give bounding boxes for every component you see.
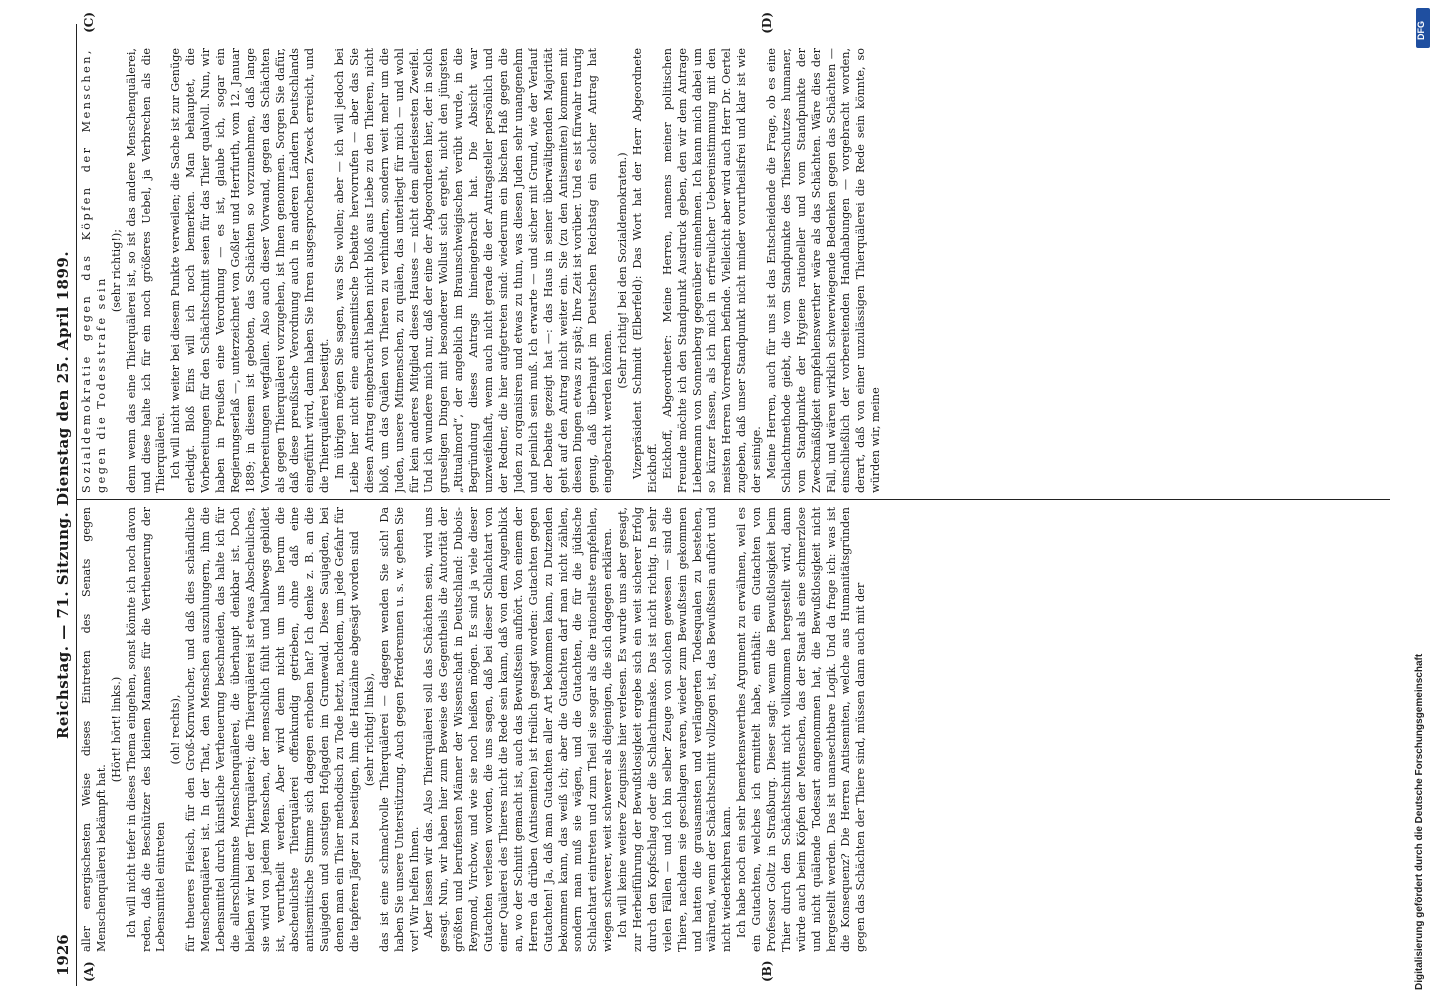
text-columns xyxy=(80,48,1392,952)
paragraph: Aber lassen wir das. Also Thierquälerei soll das Schächten sein, wird uns gesagt. Nun, wir haben hier zum Beweise des Gegentheils die Autorität der größten und berufensten Männer der Wissenschaft in Deutschland: Dubois-Reymond, Virchow, und wie sie noch heißen mögen. Es sind ja viele dieser Gutachten verlesen worden, die uns sagen, daß bei dieser Schlachtart von einer Quälerei des Thieres nicht die Rede sein kann, daß von dem Augenblick an, wo der Schnitt gemacht ist, auch das Bewußtsein aufhört. Von einem der Herren da drüben (Antisemiten) ist freilich gesagt worden: Gutachten gegen Gutachten! Ja, daß man Gutachten aller Art bekommen kann, zu Dutzenden bekommen kann, das weiß ich; aber die Gutachten darf man nicht zählen, sondern man muß sie wägen, und die Gutachten, die für die jüdische Schlachtart eintreten und zum Theil sie sogar als die rationellste empfehlen, wiegen schwerer, weit schwerer als diejenigen, die sich dagegen erklären. xyxy=(422,507,615,952)
interjection: (sehr richtig! links), xyxy=(362,672,376,787)
speaker-line: Vizepräsident Schmidt (Elberfeld): Das Wort hat der Herr Abgeordnete Eickhoff. xyxy=(630,48,659,493)
margin-letter-c: (C) xyxy=(82,12,96,33)
paragraph: Eickhoff, Abgeordneter: Meine Herren, namens meiner politischen Freunde möchte ich den Standpunkt Ausdruck geben, den wir dem Antrage Liebermann von Sonnenberg gegenüber einnehmen. Ich kann mich dabei um so kürzer fassen, als ich mich in erfreulicher Uebereinstimmung mit den meisten Herren Vorrednern befinde. Vielleicht aber wird auch Herr Dr. Oertel zugeben, daß unser Standpunkt nicht minder vorurtheilsfrei und klar ist wie der seinige. xyxy=(660,48,764,493)
paragraph: Ich will nicht tiefer in dieses Thema eingehen, sonst könnte ich noch davon reden, daß die Beschützer des kleinen Mannes für die Vertheuerung der Lebensmittel eintreten xyxy=(124,507,168,952)
paragraph: aller energischesten Weise dieses Eintreten des Senats gegen Menschenquälerei bekämpft hat. xyxy=(80,507,108,952)
paragraph: Meine Herren, auch für uns ist das Entscheidende die Frage, ob es eine Schlachtmethode giebt, die vom Standpunkte des Thierschutzes humaner, vom Standpunkte der Hygiene rationeller und vom Standpunkte der Zweckmäßigkeit empfehlenswerther wäre als das Schächten. Wäre dies der Fall, und wären wirklich schwerwiegende Bedenken gegen das Schächten — einschließlich der vorbereitenden Handhabungen — vorgebracht worden, derart, daß von einer unzulässigen Thierquälerei die Rede sein könnte, so würden wir, meine xyxy=(764,48,883,493)
margin-letter-b: (B) xyxy=(760,960,774,982)
paragraph: Ich will nicht weiter bei diesem Punkte verweilen; die Sache ist zur Genüge erledigt. Bloß Eins will ich noch bemerken. Man behauptet, die Vorbereitungen für den Schächtschnitt seien für das Thier qualvoll. Nun, wir haben in Preußen eine Verordnung — es ist, glaube ich, sogar ein Regierungserlaß —, unterzeichnet von Goßler und Herrfurth, vom 12. Januar 1889; in diesem ist geboten, das Schächten so vorzunehmen, daß lange Vorbereitungen wegfallen. Also auch dieser Vorwand, gegen das Schächten als gegen Thierquälerei vorzugehen, ist Ihnen genommen. Sorgen Sie dafür, daß diese preußische Verordnung auch in anderen Ländern Deutschlands eingeführt wird, dann haben Sie Ihren ausgesprochenen Zweck erreicht, und die Thierquälerei beseitigt. xyxy=(169,48,332,493)
page-title: Reichstag. — 71. Sitzung. Dienstag den 25. April 1899. xyxy=(54,250,72,740)
digitization-credit xyxy=(1410,10,1432,990)
interjection: (oh! rechts), xyxy=(169,694,183,765)
paragraph: Sozialdemokratie gegen das Köpfen der Menschen, gegen die Todesstrafe sein xyxy=(80,48,108,493)
dfg-logo-label: DFG xyxy=(1416,21,1426,40)
paragraph: das ist eine schmachvolle Thierquälerei — dagegen wenden Sie sich! Da haben Sie unsere Unterstützung. Auch gegen Pferderennen u. s. w. gehen Sie vor! Wir helfen Ihnen. xyxy=(377,507,421,952)
page-number: 1926 xyxy=(54,934,72,976)
right-column xyxy=(80,48,1392,493)
paragraph: Im übrigen mögen Sie sagen, was Sie wollen; aber — ich will jedoch bei Leibe hier nicht eine antisemitische Debatte hervorrufen — aber das Sie diesen Antrag eingebracht haben nicht bloß aus Liebe zu den Thieren, nicht bloß, um das Quälen von Thieren zu verhindern, sondern weit mehr um die Juden, unsere Mitmenschen, zu quälen, das unterliegt für mich — und wohl für kein anderes Mitglied dieses Hauses — nicht dem allerleisesten Zweifel. Und ich wundere mich nur, daß der eine der Abgeordneten hier, der in solch gruseligen Dingen mit besonderer Wollust sich ergeht, nicht den jüngsten „Ritualmord“, der angeblich im Braunschweigischen verübt wurde, in die Begründung dieses Antrags hineingebracht hat. Die Absicht war unzweifelhaft, wenn auch nicht gerade die der Antragsteller persönlich und der Redner, die hier aufgetreten sind: wiederum ein bischen Haß gegen die Juden zu organisiren und etwas zu thun, was diesen Juden sehr unangenehm und peinlich sein muß. Ich erwarte — und sicher mit Grund, wie der Verlauf der Debatte gezeigt hat —: das Haus in seiner überwältigenden Majorität geht auf den Antrag nicht weiter ein. Sie (zu den Antisemiten) kommen mit diesen Dingen etwas zu spät; Ihre Zeit ist vorüber. Und es ist fürwahr traurig genug, daß überhaupt im Deutschen Reichstag ein solcher Antrag hat eingebracht werden können. xyxy=(333,48,615,493)
margin-letter-a: (A) xyxy=(82,961,96,982)
paragraph: Ich will keine weitere Zeugnisse hier verlesen. Es wurde uns aber gesagt, zur Herbeiführung der Bewußtlosigkeit ergebe sich ein weit sicherer Erfolg durch den Kopfschlag oder die Schlachtmaske. Das ist nicht richtig. In sehr vielen Fällen — und ich bin selber Zeuge von solchen gewesen — sind die Thiere, nachdem sie geschlagen waren, wieder zum Bewußtsein gekommen und hatten die grausamsten und verlängerten Todesqualen zu bestehen, während, wenn der Schächtschnitt vollzogen ist, das Bewußtsein aufhört und nicht wiederkehren kann. xyxy=(616,507,734,952)
interjection: (Hört! hört! links.) xyxy=(109,676,123,783)
margin-letter-d: (D) xyxy=(760,12,774,34)
credit-text: Digitalisierung gefördert durch die Deutsche Forschungsgemeinschaft xyxy=(1414,653,1425,990)
dfg-logo-icon xyxy=(1416,8,1430,48)
interjection: (Sehr richtig! bei den Sozialdemokraten.) xyxy=(616,152,630,389)
left-column xyxy=(80,507,1392,952)
paragraph: denn wenn das eine Thierquälerei ist, so ist das andere Menschenquälerei, und diese halte ich für ein noch größeres Uebel, ja Verbrechen als die Thierquälerei. xyxy=(124,48,168,493)
paragraph: Ich habe noch ein sehr bemerkenswerthes Argument zu erwähnen, weil es ein Gutachten, welches ich ermittelt habe, enthält: ein Gutachten von Professor Goltz in Straßburg. Dieser sagt: wenn die Bewußtlosigkeit beim Thier durch den Schächtschnitt nicht vollkommen hergestellt wird, dann würde auch beim Köpfen der Menschen, das der Staat als eine schmerzlose und nicht quälende Todesart angenommen hat, die Bewußtlosigkeit nicht hergestellt werden. Das ist unansechtbare Logik. Und da frage ich: was ist die Konsequenz? Die Herren Antisemiten, welche aus Humanitätsgründen gegen das Schächten der Thiere sind, müssen dann auch mit der xyxy=(735,507,868,952)
paragraph: für theueres Fleisch, für den Groß-Kornwucher, und daß dies schändliche Menschenquälerei ist. In der That, den Menschen auszuhungern, ihm die Lebensmittel durch künstliche Vertheuerung beschneiden, das halte ich für die allerschlimmste Menschenquälerei, die überhaupt denkbar ist. Doch bleiben wir bei der Thierquälerei; die Thierquälerei ist etwas Abscheuliches, sie wird von jedem Menschen, der menschlich fühlt und halbwegs gebildet ist, verurtheilt werden. Aber wird denn nicht um uns herum die abscheulichste Thierquälerei offenkundig getrieben, ohne daß eine antisemitische Stimme sich dagegen erhoben hat? Ich denke z. B. an die Saujagden und sonstigen Hofjagden im Grunewald. Diese Saujagden, bei denen man ein Thier methodisch zu Tode hetzt, nachdem, um jede Gefahr für die tapferen Jäger zu beseitigen, ihm die Hauzähne abgesägt worden sind xyxy=(184,507,362,952)
interjection: (sehr richtig!); xyxy=(109,228,123,313)
page-header xyxy=(54,24,77,986)
